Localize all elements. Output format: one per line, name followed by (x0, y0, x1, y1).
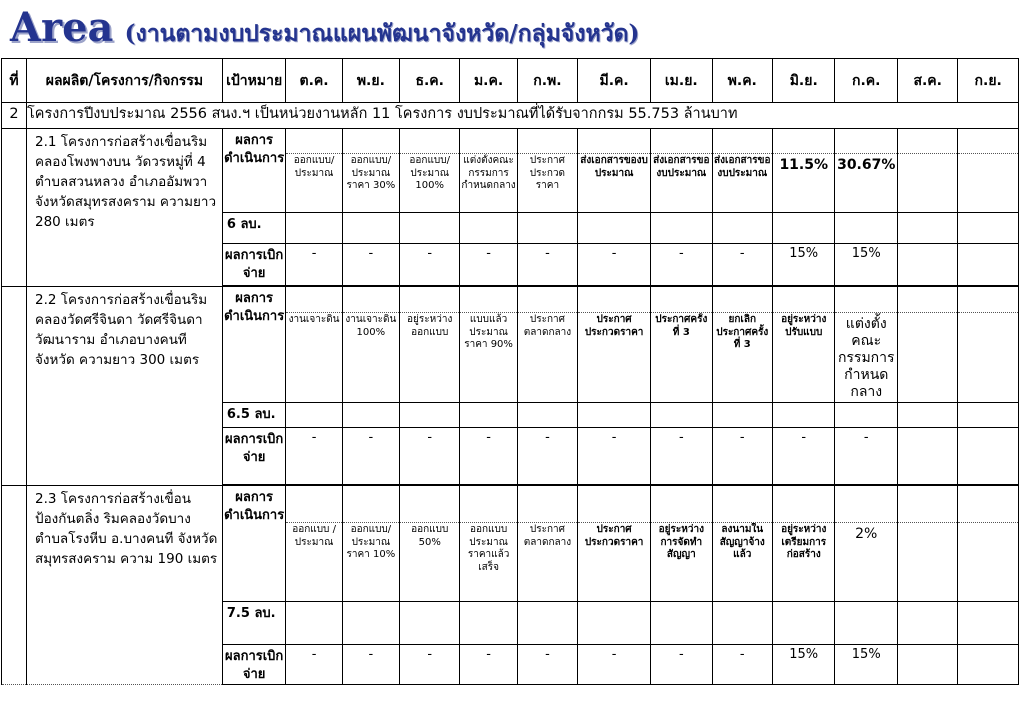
project-name: 2.1 โครงการก่อสร้างเขื่อนริมคลองโพงพางบน วัดวรหมู่ที่ 4 ตำบลสวนหลวง อำเภออัมพวา จังหวัดสมุทรสงคราม ความยาว 280 เมตร (27, 129, 223, 287)
pay-cell: - (651, 428, 712, 485)
pay-cell: - (400, 645, 460, 685)
pay-cell: - (578, 645, 651, 685)
header-month: ส.ค. (898, 59, 958, 103)
pay-cell: 15% (772, 244, 835, 286)
header-month: ก.พ. (517, 59, 577, 103)
ops-cell: ออกแบบ/ประมาณ (286, 154, 342, 213)
ops-cell: ยกเลิกประกาศครั้งที่ 3 (712, 313, 772, 403)
header-month: มิ.ย. (772, 59, 835, 103)
ops-cell: 11.5% (772, 154, 835, 213)
ops-cell: ออกแบบ/ประมาณราคา 10% (342, 523, 399, 602)
header-month: ก.ค. (835, 59, 898, 103)
program-description: โครงการปีงบประมาณ 2556 สนง.ฯ เป็นหน่วยงานหลัก 11 โครงการ งบประมาณที่ได้รับจากกรม 55.753 ล้านบาท (27, 103, 1019, 129)
project-no-cell (2, 287, 27, 486)
pay-label: ผลการเบิกจ่าย (222, 244, 286, 286)
budget-amount: 6.5 ลบ. (222, 403, 286, 428)
header-month: มี.ค. (578, 59, 651, 103)
ops-cell: ประกาศประกวดราคา (578, 313, 651, 403)
header-row (2, 59, 1019, 103)
header-month: พ.ค. (712, 59, 772, 103)
title-thai: (งานตามงบประมาณแผนพัฒนาจังหวัด/กลุ่มจังหวัด) (124, 20, 640, 47)
pay-cell: - (400, 244, 460, 286)
page-title (10, 4, 639, 56)
program-row (2, 103, 1019, 129)
pay-cell (898, 244, 958, 286)
ops-cell: ออกแบบประมาณราคาแล้วเสร็จ (460, 523, 517, 602)
ops-cell: ส่งเอกสารของบประมาณ (712, 154, 772, 213)
ops-label: ผลการดำเนินการ (222, 129, 286, 213)
pay-cell: - (342, 428, 399, 485)
pay-label: ผลการเบิกจ่าย (222, 645, 286, 685)
pay-cell: - (517, 244, 577, 286)
project-row (2, 486, 1019, 523)
pay-cell: - (286, 645, 342, 685)
program-number: 2 (2, 103, 27, 129)
ops-cell: แบบแล้วประมาณราคา 90% (460, 313, 517, 403)
budget-amount: 7.5 ลบ. (222, 602, 286, 645)
pay-cell (898, 645, 958, 685)
header-month: ก.ย. (958, 59, 1019, 103)
pay-cell: 15% (772, 645, 835, 685)
pay-cell: - (286, 244, 342, 286)
ops-cell: อยู่ระหว่างเตรียมการก่อสร้าง (772, 523, 835, 602)
ops-cell: แต่งตั้งคณะกรรมการกำหนดกลาง (835, 313, 898, 403)
pay-cell: - (342, 645, 399, 685)
ops-cell: ออกแบบ / ประมาณ (286, 523, 342, 602)
ops-cell: งานเจาะดิน (286, 313, 342, 403)
ops-cell: ลงนามในสัญญาจ้างแล้ว (712, 523, 772, 602)
project-name: 2.3 โครงการก่อสร้างเขื่อนป้องกันตลิ่ง ริมคลองวัดบางตำบลโรงหีบ อ.บางคนที จังหวัดสมุทรสงคราม ความ 190 เมตร (27, 486, 223, 685)
ops-cell: 30.67% (835, 154, 898, 213)
pay-cell: - (712, 645, 772, 685)
pay-cell: - (517, 428, 577, 485)
header-month: ธ.ค. (400, 59, 460, 103)
ops-cell: ประกาศตลาดกลาง (517, 313, 577, 403)
ops-cell: งานเจาะดิน 100% (342, 313, 399, 403)
project-name: 2.2 โครงการก่อสร้างเขื่อนริมคลองวัดศรีจินดา วัดศรีจินดาวัฒนาราม อำเภอบางคนที จังหวัด ความยาว 300 เมตร (27, 287, 223, 486)
ops-cell: อยู่ระหว่างออกแบบ (400, 313, 460, 403)
ops-cell: ส่งเอกสารของบประมาณ (578, 154, 651, 213)
ops-cell: แต่งตั้งคณะกรรมการกำหนดกลาง (460, 154, 517, 213)
pay-cell: 15% (835, 244, 898, 286)
ops-cell: ส่งเอกสารของบประมาณ (651, 154, 712, 213)
pay-label: ผลการเบิกจ่าย (222, 428, 286, 485)
ops-cell (898, 313, 958, 403)
pay-cell: - (772, 428, 835, 485)
project-no-cell (2, 129, 27, 287)
pay-cell (958, 645, 1019, 685)
ops-label: ผลการดำเนินการ (222, 486, 286, 602)
pay-cell: - (578, 244, 651, 286)
project-no-cell (2, 486, 27, 685)
ops-cell (958, 523, 1019, 602)
pay-cell: - (342, 244, 399, 286)
pay-cell: - (578, 428, 651, 485)
ops-cell: อยู่ระหว่างปรับแบบ (772, 313, 835, 403)
pay-cell: - (517, 645, 577, 685)
ops-cell: ประกาศตลาดกลาง (517, 523, 577, 602)
pay-cell: - (460, 645, 517, 685)
header-month: ต.ค. (286, 59, 342, 103)
header-month: เม.ย. (651, 59, 712, 103)
pay-cell: - (712, 244, 772, 286)
pay-cell (958, 428, 1019, 485)
ops-cell (958, 154, 1019, 213)
pay-cell: - (400, 428, 460, 485)
budget-amount: 6 ลบ. (222, 213, 286, 244)
project-row (2, 129, 1019, 154)
pay-cell: 15% (835, 645, 898, 685)
pay-cell: - (835, 428, 898, 485)
ops-cell (898, 154, 958, 213)
ops-cell: ประกาศประกวดราคา (517, 154, 577, 213)
pay-cell: - (712, 428, 772, 485)
header-target: เป้าหมาย (222, 59, 286, 103)
ops-label: ผลการดำเนินการ (222, 287, 286, 403)
pay-cell: - (460, 244, 517, 286)
pay-cell: - (651, 244, 712, 286)
ops-cell: ประกาศครั้งที่ 3 (651, 313, 712, 403)
pay-cell: - (651, 645, 712, 685)
ops-cell: ออกแบบ 50% (400, 523, 460, 602)
header-month: ม.ค. (460, 59, 517, 103)
header-no: ที่ (2, 59, 27, 103)
ops-cell: ออกแบบ/ประมาณราคา 30% (342, 154, 399, 213)
ops-cell (898, 523, 958, 602)
title-english: Area (10, 4, 114, 51)
budget-progress-table (1, 58, 1019, 685)
pay-cell (958, 244, 1019, 286)
pay-cell: - (286, 428, 342, 485)
ops-cell: อยู่ระหว่างการจัดทำสัญญา (651, 523, 712, 602)
header-product: ผลผลิต/โครงการ/กิจกรรม (27, 59, 223, 103)
project-row (2, 287, 1019, 313)
ops-cell (958, 313, 1019, 403)
header-month: พ.ย. (342, 59, 399, 103)
pay-cell (898, 428, 958, 485)
ops-cell: 2% (835, 523, 898, 602)
ops-cell: ออกแบบ/ประมาณ 100% (400, 154, 460, 213)
pay-cell: - (460, 428, 517, 485)
ops-cell: ประกาศประกวดราคา (578, 523, 651, 602)
